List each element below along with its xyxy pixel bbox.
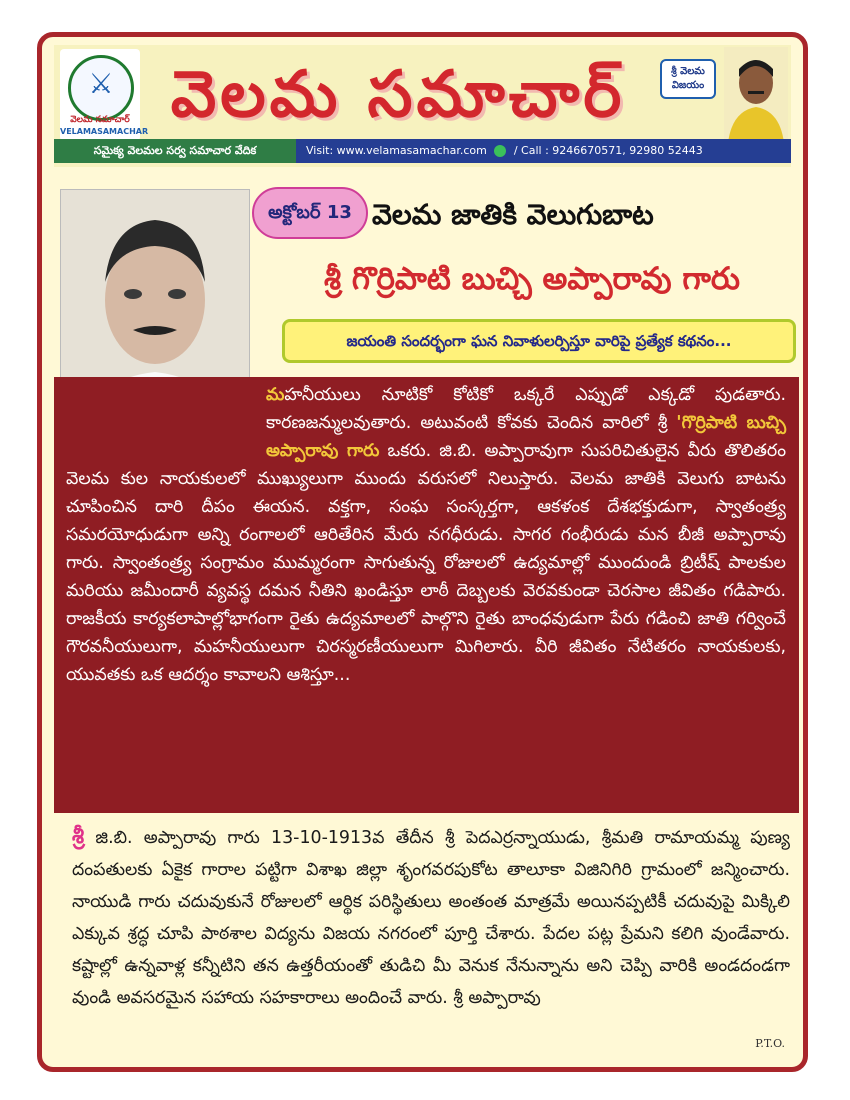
editor-portrait — [724, 47, 788, 143]
masthead-title: వెలమ సమాచార్ — [170, 57, 626, 132]
website-link[interactable]: Visit: www.velamasamachar.com — [306, 144, 487, 157]
masthead-subbar — [54, 139, 791, 163]
vijayam-line1: శ్రీ వెలమ — [671, 66, 705, 77]
article-body — [72, 821, 790, 1014]
headline-secondary: శ్రీ గొర్రిపాటి బుచ్చి అప్పారావు గారు — [324, 261, 740, 297]
call-numbers: / Call : 9246670571, 92980 52443 — [513, 144, 703, 157]
intro-text-part2: ఒకరు. జి.బి. అప్పారావుగా సుపరిచితులైన వీరు తొలితరం వెలమ కుల నాయకులలో ముఖ్యులుగా ముందు వరుసలో నిలుస్తారు. వెలమ జాతికి వెలుగు బాటను చూపించిన దారి దీపం ఈయన. వక్తగా, సంఘ సంస్కర్తగా, ఆకళంక దేశభక్తుడుగా, స్వాతంత్ర్య సమరయోధుడుగా అన్ని రంగాలలో ఆరితేరిన మేరు నగధీరుడు. సాగర గంభీరుడు మన బీజీ అప్పారావు గారు. స్వాంతంత్ర్య సంగ్రామం ముమ్మరంగా సాగుతున్న రోజులలో ఉద్యమాల్లో ముందుండి బ్రిటీష్ పాలకుల మరియు జమీందారీ వ్యవస్థ దమన నీతిని ఖండిస్తూ లాఠీ దెబ్బలకు వెరవకుండా చెరసాల జీవితం గడిపారు. రాజకీయ కార్యకలాపాల్లోభాగంగా రైతు ఉద్యమాలలో పాల్గొని రైతు బాంధవుడుగా పేరు గడించి జాతి గర్వించే గౌరవనీయులుగా, మహనీయులుగా చిరస్మరణీయులుగా మిగిలారు. వీరి జీవితం నేటితరం నాయకులకు, యువతకు ఒక ఆదర్శం కావాలని ఆశిస్తూ... — [66, 441, 787, 685]
logo-text: VELAMASAMACHAR — [60, 127, 149, 136]
whatsapp-icon — [494, 145, 506, 157]
intro-box-text — [66, 381, 786, 689]
body-text: జి.బి. అప్పారావు గారు 13-10-1913వ తేదీన శ్రీ పెదఎర్రన్నాయుడు, శ్రీమతి రామాయమ్మ పుణ్య దంపతులకు ఏకైక గారాల పట్టిగా విశాఖ జిల్లా శృంగవరపుకోట తాలూకా విజినిగిరి గ్రామంలో జన్మించారు. నాయుడి గారు చదువుకునే రోజులలో ఆర్థిక పరిస్థితులు అంతంత మాత్రమే అయినప్పటికీ చదువుపై మిక్కిలి ఎక్కువ శ్రద్ధ చూపి పాఠశాల విద్యను విజయ నగరంలో పూర్తి చేశారు. పేదల పట్ల ప్రేమని కలిగి వుండేవారు. కష్టాల్లో ఉన్నవాళ్ల కన్నీటిని తన ఉత్తరీయంతో తుడిచి మీ వెనుక నేనున్నాను అని చెప్పి వారికి అండదండగా వుండి అవసరమైన సహాయ సహకారాలు అందించే వారు. శ్రీ అప్పారావు — [72, 828, 790, 1008]
plough-icon: ⚔ — [88, 67, 114, 100]
intro-text-part1: హనీయులు నూటికో కోటికో ఒక్కరే ఎప్పుడో ఎక్కడో పుడతారు. కారణజన్ములవుతారు. అటువంటి కోవకు చెందిన వారిలో శ్రీ — [266, 385, 786, 433]
page-frame — [37, 32, 808, 1072]
photo-spacer — [66, 381, 266, 459]
masthead-tagline: సమైక్య వెలమల సర్వ సమాచార వేదిక — [54, 139, 296, 163]
intro-box — [54, 377, 799, 813]
logo-arc-text: వెలమ సమాచార్ — [70, 115, 130, 125]
tribute-banner: జయంతి సందర్భంగా ఘన నివాళులర్పిస్తూ వారిపై ప్రత్యేక కథనం... — [282, 319, 796, 363]
body-dropcap: శ్రీ — [72, 824, 85, 849]
date-badge: అక్టోబర్ 13 — [252, 187, 368, 239]
pto-label: P.T.O. — [755, 1037, 785, 1050]
vijayam-badge — [660, 59, 716, 99]
headline-primary: వెలమ జాతికి వెలుగుబాట — [372, 198, 654, 231]
intro-dropcap: మ — [266, 385, 285, 405]
intro-name-highlight: 'గొర్రిపాటి బుచ్చి అప్పారావు గారు — [266, 413, 787, 461]
masthead-logo — [60, 49, 149, 141]
vijayam-line2: విజయం — [671, 80, 705, 91]
logo-emblem — [68, 55, 134, 121]
masthead-contact — [296, 139, 791, 163]
